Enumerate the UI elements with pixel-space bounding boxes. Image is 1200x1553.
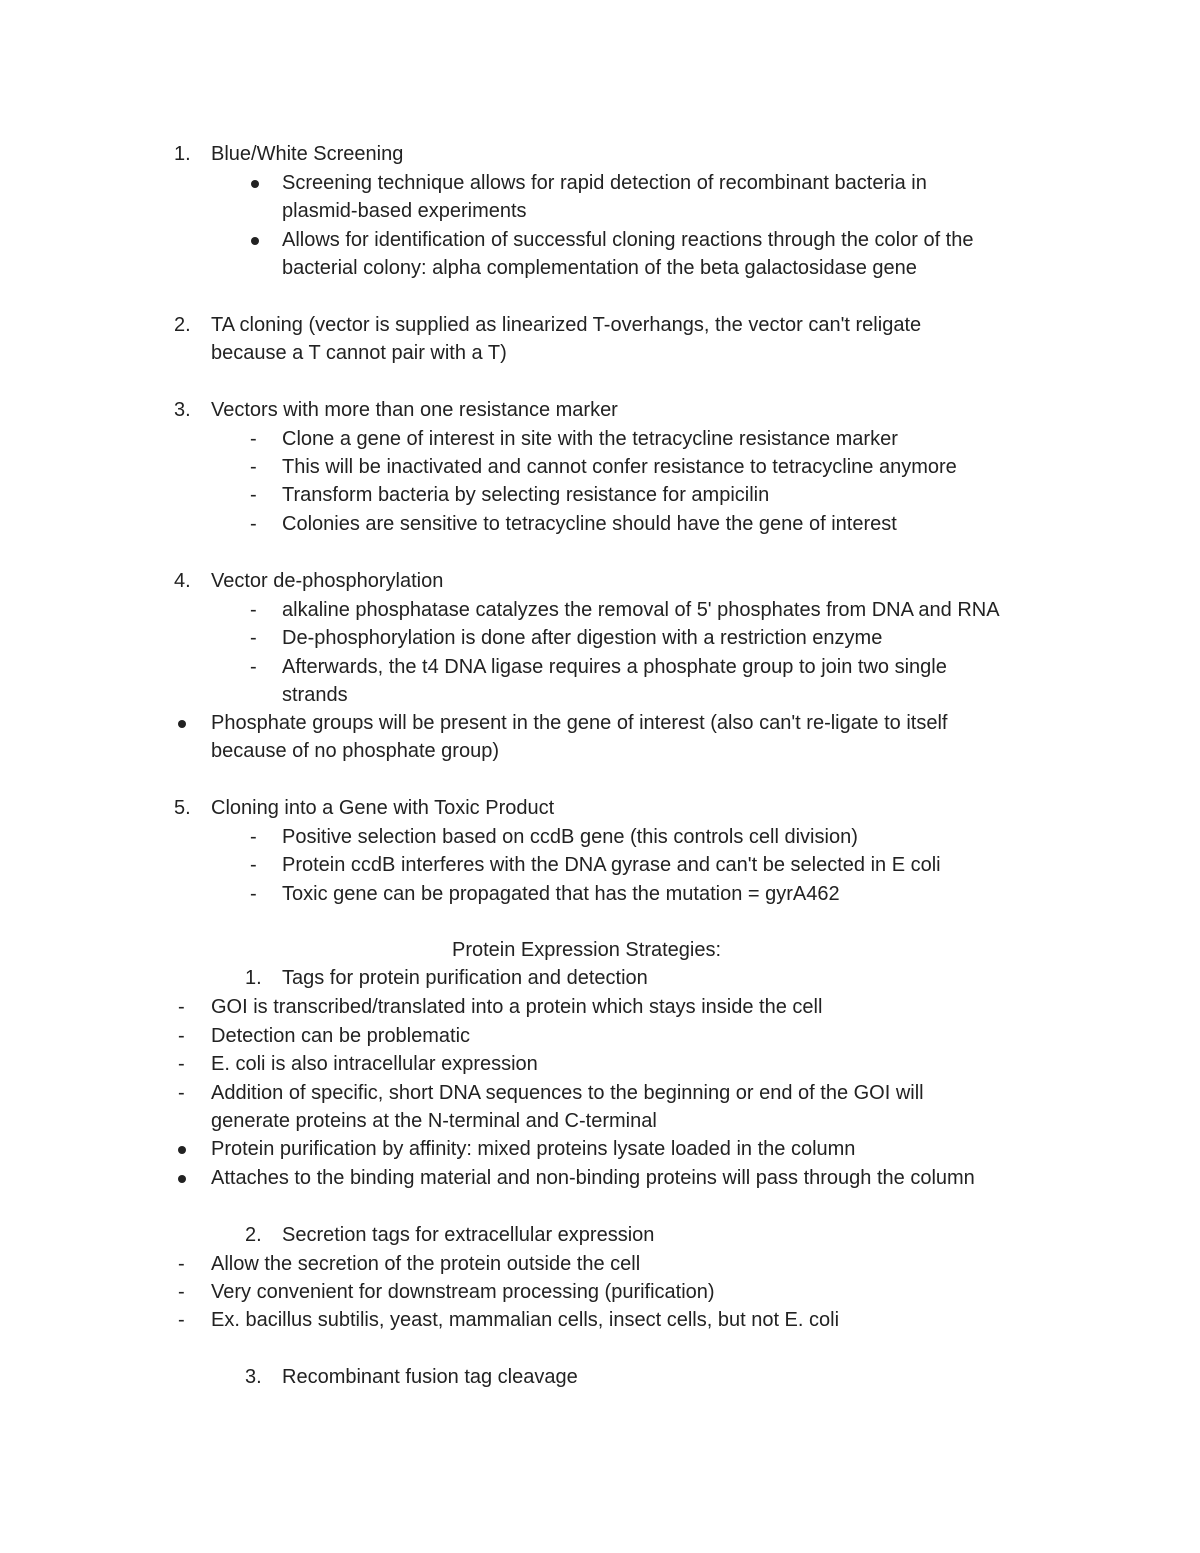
list-number: 2.: [245, 1224, 262, 1246]
dash-marker: -: [178, 1053, 185, 1075]
dash-marker: -: [250, 883, 257, 905]
bullet-dot: [178, 720, 186, 728]
list-item-continued: plasmid-based experiments: [282, 200, 527, 222]
dash-marker: -: [250, 456, 257, 478]
dash-marker: -: [250, 513, 257, 535]
dash-marker: -: [250, 627, 257, 649]
section-title: TA cloning (vector is supplied as linearized T-overhangs, the vector can't religate: [211, 314, 922, 336]
list-item: Clone a gene of interest in site with the tetracycline resistance marker: [282, 428, 898, 450]
dash-marker: -: [178, 996, 185, 1018]
list-item-continued: because of no phosphate group): [211, 740, 499, 762]
dash-marker: -: [178, 1025, 185, 1047]
list-item: Very convenient for downstream processing (purification): [211, 1281, 715, 1303]
list-item: GOI is transcribed/translated into a protein which stays inside the cell: [211, 996, 823, 1018]
subsection-title: Tags for protein purification and detection: [282, 967, 648, 989]
list-item: Attaches to the binding material and non-binding proteins will pass through the column: [211, 1167, 975, 1189]
section-title: Vectors with more than one resistance marker: [211, 399, 618, 421]
list-item-continued: generate proteins at the N-terminal and C-terminal: [211, 1110, 657, 1132]
list-item: Ex. bacillus subtilis, yeast, mammalian cells, insect cells, but not E. coli: [211, 1309, 840, 1331]
section-title: Blue/White Screening: [211, 143, 404, 165]
centered-heading: Protein Expression Strategies:: [452, 939, 722, 961]
list-item: E. coli is also intracellular expression: [211, 1053, 538, 1075]
list-item: Addition of specific, short DNA sequences to the beginning or end of the GOI will: [211, 1082, 924, 1104]
list-number: 3.: [174, 399, 191, 421]
list-item: Protein purification by affinity: mixed proteins lysate loaded in the column: [211, 1138, 856, 1160]
subsection-title: Recombinant fusion tag cleavage: [282, 1366, 578, 1388]
list-item: alkaline phosphatase catalyzes the removal of 5' phosphates from DNA and RNA: [282, 599, 1000, 621]
bullet-dot: [178, 1146, 186, 1154]
bullet-dot: [251, 180, 259, 188]
list-item: Allow the secretion of the protein outside the cell: [211, 1253, 641, 1275]
list-item: Protein ccdB interferes with the DNA gyrase and can't be selected in E coli: [282, 854, 941, 876]
dash-marker: -: [178, 1082, 185, 1104]
list-item: Detection can be problematic: [211, 1025, 471, 1047]
dash-marker: -: [250, 826, 257, 848]
section-title: Vector de-phosphorylation: [211, 570, 444, 592]
dash-marker: -: [250, 484, 257, 506]
list-item: Screening technique allows for rapid detection of recombinant bacteria in: [282, 172, 927, 194]
dash-marker: -: [250, 599, 257, 621]
dash-marker: -: [250, 428, 257, 450]
list-number: 5.: [174, 797, 191, 819]
list-item: This will be inactivated and cannot confer resistance to tetracycline anymore: [282, 456, 957, 478]
list-item: De-phosphorylation is done after digestion with a restriction enzyme: [282, 627, 883, 649]
dash-marker: -: [250, 854, 257, 876]
dash-marker: -: [250, 656, 257, 678]
section-title: Cloning into a Gene with Toxic Product: [211, 797, 555, 819]
dash-marker: -: [178, 1281, 185, 1303]
dash-marker: -: [178, 1253, 185, 1275]
subsection-title: Secretion tags for extracellular expression: [282, 1224, 655, 1246]
section-title-continued: because a T cannot pair with a T): [211, 342, 507, 364]
list-number: 3.: [245, 1366, 262, 1388]
list-number: 4.: [174, 570, 191, 592]
list-item: Allows for identification of successful cloning reactions through the color of the: [282, 229, 974, 251]
list-item: Afterwards, the t4 DNA ligase requires a phosphate group to join two single: [282, 656, 947, 678]
dash-marker: -: [178, 1309, 185, 1331]
list-item: Transform bacteria by selecting resistance for ampicilin: [282, 484, 770, 506]
list-number: 1.: [245, 967, 262, 989]
list-item: Positive selection based on ccdB gene (this controls cell division): [282, 826, 858, 848]
list-number: 1.: [174, 143, 191, 165]
list-item: Colonies are sensitive to tetracycline should have the gene of interest: [282, 513, 897, 535]
list-item-continued: bacterial colony: alpha complementation of the beta galactosidase gene: [282, 257, 917, 279]
list-item-continued: strands: [282, 684, 348, 706]
list-item: Phosphate groups will be present in the gene of interest (also can't re-ligate to itself: [211, 712, 948, 734]
bullet-dot: [178, 1175, 186, 1183]
list-item: Toxic gene can be propagated that has the mutation = gyrA462: [282, 883, 840, 905]
list-number: 2.: [174, 314, 191, 336]
bullet-dot: [251, 237, 259, 245]
